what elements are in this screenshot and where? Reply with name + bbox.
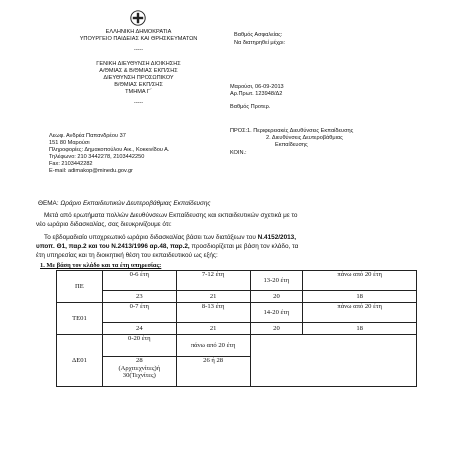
email-link[interactable]: E-mail: adimakop@minedu.gov.gr [49,168,133,174]
paragraph-text: Το εβδομαδιαίο υποχρεωτικό ωράριο διδασκαλίας βάσει των διατάξεων του [44,234,258,241]
security-level: Βαθμός Ασφαλείας: [234,32,283,38]
hours-value-line: 30(Τεχνίτες) [122,372,156,379]
body-paragraph: έτη υπηρεσίας και τη διοικητική θέση του εκπαιδευτικού ως εξής: [36,252,218,259]
law-reference: Ν.4152/2013, [257,234,297,241]
table-row [57,303,417,323]
law-reference: υποπ. Θ1, παρ.2 και του Ν.2413/1996 αρ.48, παρ.2, [36,243,190,250]
table-row [57,291,417,303]
table-row [57,271,417,291]
body-paragraph: Μετά από ερωτήματα πολλών Διευθύνσεων Εκπαίδευσης και εκπαιδευτικών σχετικά με το [44,212,298,219]
teaching-hours-table [56,270,417,387]
retention-period: Να διατηρηθεί μέχρι: [234,40,286,46]
header-separator: ----- [133,100,144,106]
years-header: πάνω από 20 έτη [303,271,417,291]
years-header: 8-13 έτη [176,303,250,323]
coat-of-arms-icon [130,10,146,26]
hours-value: 20 [250,323,303,335]
body-paragraph: νέο ωράριο διδασκαλίας, σας διευκρινίζουμε ότι: [36,221,172,228]
years-header: 14-20 έτη [250,303,303,323]
category-label: ΠΕ [57,271,103,303]
empty-cell [250,335,416,387]
ministry-title: ΥΠΟΥΡΓΕΙΟ ΠΑΙΔΕΙΑΣ ΚΑΙ ΘΡΗΣΚΕΥΜΑΤΩΝ [79,36,198,42]
table-row [57,323,417,335]
list-item-heading [40,262,161,270]
contact-line: Τηλέφωνο: 210 3442278, 2103442250 [49,154,145,160]
years-header: πάνω από 20 έτη [176,335,250,357]
hours-value: 18 [303,323,417,335]
recipient-line: 2. Διευθύνσεις Δευτεροβάθμιας [266,135,343,141]
list-item-text: 1. Με βάση τον κλάδο και τα έτη υπηρεσίας: [40,262,162,269]
subject-line [38,200,211,208]
header-separator: ----- [133,47,144,53]
hours-value [102,357,176,387]
table-row [57,335,417,357]
protocol-number: Αρ.Πρωτ. 123948/Δ2 [230,91,283,97]
priority-level: Βαθμός Προτερ. [230,104,271,110]
body-paragraph [44,234,296,242]
recipient-line: Εκπαίδευσης [275,142,308,148]
body-paragraph [36,243,298,251]
hours-value: 18 [303,291,417,303]
years-header: 0-6 έτη [102,271,176,291]
years-header: 0-7 έτη [102,303,176,323]
years-header: 13-20 έτη [250,271,303,291]
years-header: πάνω από 20 έτη [303,303,417,323]
directorate-line: ΓΕΝΙΚΗ ΔΙΕΥΘΥΝΣΗ ΔΙΟΙΚΗΣΗΣ [96,61,181,67]
recipient-line: 1. Περιφερειακές Διευθύνσεις Εκπαίδευσης [247,128,354,134]
hours-value: 21 [176,323,250,335]
hours-value: 24 [102,323,176,335]
paragraph-text: προσδιορίζεται με βάση τον κλάδο, τα [189,243,299,250]
directorate-line: ΤΜΗΜΑ Γ΄ [125,89,152,95]
hours-value: 23 [102,291,176,303]
hours-value: 26 ή 28 [176,357,250,387]
hours-value: 21 [176,291,250,303]
category-label: ΤΕ01 [57,303,103,335]
hours-value-line: 28 [136,357,143,364]
republic-title: ΕΛΛΗΝΙΚΗ ΔΗΜΟΚΡΑΤΙΑ [105,29,172,35]
contact-line: Fax: 2103442282 [49,161,93,167]
subject-label: ΘΕΜΑ: [38,200,59,207]
directorate-line: Β/ΘΜΙΑΣ ΕΚΠ/ΣΗΣ [114,82,163,88]
subject-text: Ωράριο Εκπαιδευτικών Δευτεροβάθμιας Εκπαίδευσης [60,200,211,207]
directorate-line: ΔΙΕΥΘΥΝΣΗ ΠΡΟΣΩΠΙΚΟΥ [103,75,174,81]
cc-label: ΚΟΙΝ.: [230,150,247,156]
contact-line: Πληροφορίες: Δημακοπούλου Αικ., Κοκκινίδου Α. [49,147,170,153]
contact-line: 151 80 Μαρούσι [49,140,90,146]
years-header: 0-20 έτη [102,335,176,357]
directorate-line: Α/ΘΜΙΑΣ & Β/ΘΜΙΑΣ ΕΚΠ/ΣΗΣ [99,68,178,74]
hours-value-line: (Αρχιτεχνίτες)ή [118,364,161,372]
years-header: 7-12 έτη [176,271,250,291]
hours-value: 20 [250,291,303,303]
recipients-label: ΠΡΟΣ: [230,128,248,134]
place-date: Μαρούσι, 06-09-2013 [230,84,284,90]
category-label: ΔΕ01 [57,335,103,387]
contact-line: Λεωφ. Ανδρέα Παπανδρέου 37 [49,133,126,139]
